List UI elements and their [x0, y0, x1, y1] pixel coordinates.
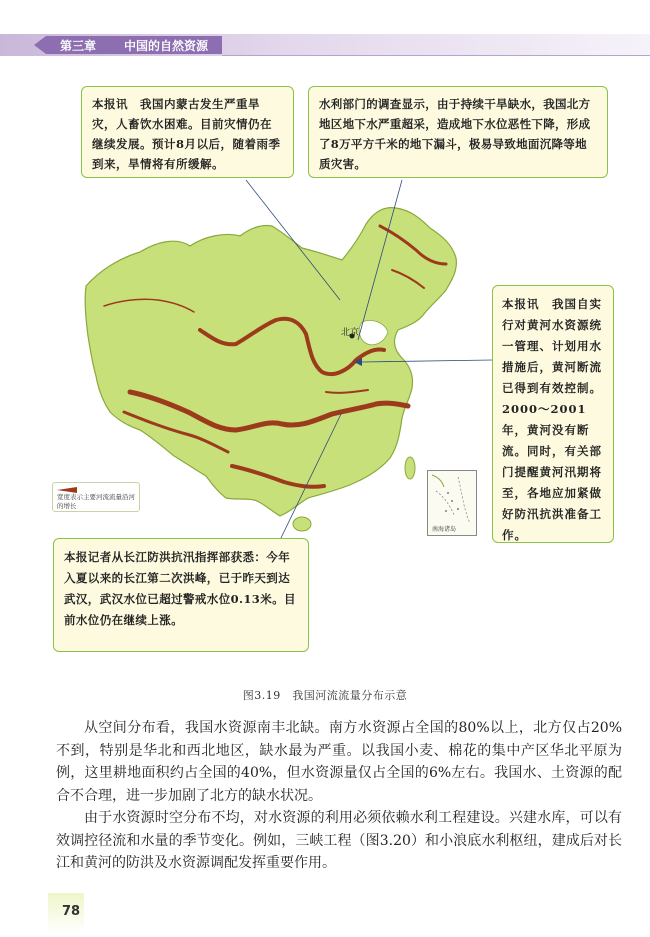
chapter-title: 中国的自然资源 [124, 39, 209, 53]
inset-map [428, 471, 476, 527]
figure-caption: 图3.19 我国河流流量分布示意 [242, 689, 408, 702]
map-label-beijing: 北京 [341, 328, 360, 338]
callout-text: 本报记者从长江防洪抗汛指挥部获悉：今年入夏以来的长江第二次洪峰，已于昨天到达武汉，武汉水位已超过警戒水位0.13米。目前水位仍在继续上涨。 [64, 550, 296, 627]
inset-label: 南海诸岛 [432, 526, 457, 533]
callout-inner-mongolia-drought [81, 86, 294, 178]
paragraph: 由于水资源时空分布不均，对水资源的利用必须依赖水利工程建设。兴建水库，可以有效调控径流和水量的季节变化。例如，三峡工程（图3.20）和小浪底水利枢纽，建成后对长江和黄河的防洪及水资源调配发挥重要作用。 [56, 810, 622, 871]
callout-groundwater [308, 86, 608, 178]
callout-text: 本报讯 我国自实行对黄河水资源统一管理、计划用水措施后，黄河断流已得到有效控制。2000～2001年，黄河没有断流。同时，有关部门提醒黄河汛期将至，各地应加紧做好防汛抗洪准备工作。 [502, 297, 602, 542]
china-landmass [85, 208, 456, 516]
body-text [56, 717, 622, 875]
legend-text: 宽度表示主要河流流量沿河的增长 [57, 493, 135, 510]
chapter-label: 第三章 [60, 39, 97, 53]
taiwan-island [405, 457, 415, 479]
hainan-island [293, 517, 311, 531]
callout-text: 水利部门的调查显示，由于持续干旱缺水，我国北方地区地下水严重超采，造成地下水位恶性下降，形成了8万平方千米的地下漏斗，极易导致地面沉降等地质灾害。 [319, 97, 591, 171]
callout-text: 本报讯 我国内蒙古发生严重旱灾，人畜饮水困难。目前灾情仍在继续发展。预计8月以后，随着雨季到来，旱情将有所缓解。 [92, 97, 281, 171]
south-china-sea-inset [427, 470, 477, 536]
page-number: 78 [62, 904, 81, 919]
paragraph: 从空间分布看，我国水资源南丰北缺。南方水资源占全国的80%以上，北方仅占20%不到，特别是华北和西北地区，缺水最为严重。以我国小麦、棉花的集中产区华北平原为例，这里耕地面积约占全国的40%，但水资源量仅占全国的6%左右。我国水、土资源的配合不合理，进一步加剧了北方的缺水状况。 [56, 720, 622, 804]
map-legend [52, 482, 140, 512]
callout-yangtze-flood [53, 538, 309, 652]
callout-yellow-river [492, 285, 614, 543]
